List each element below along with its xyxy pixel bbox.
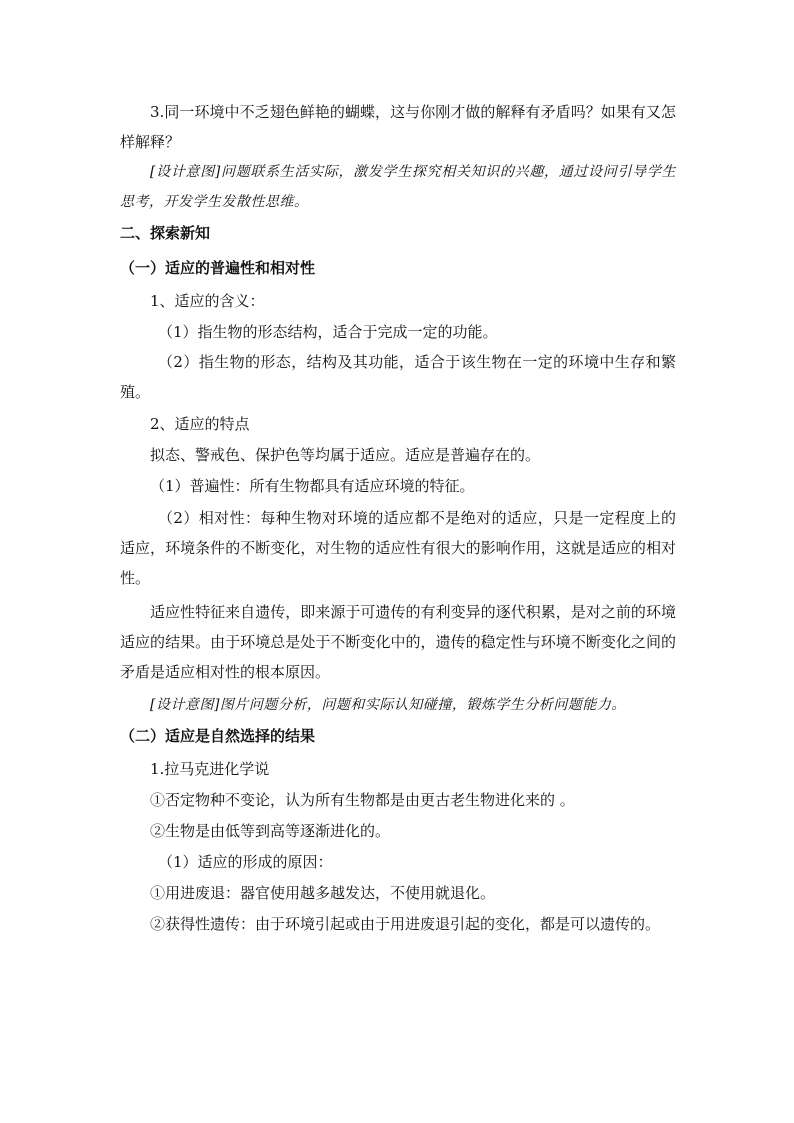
features-text: 拟态、警戒色、保护色等均属于适应。适应是普遍存在的。 bbox=[150, 446, 541, 464]
section-title-explore: 二、探索新知 bbox=[120, 224, 211, 242]
subsection-title-selection: （二）适应是自然选择的结果 bbox=[120, 727, 316, 745]
lamarck-title: 1.拉马克进化学说 bbox=[150, 760, 270, 778]
subsection-title-universality: （一）适应的普遍性和相对性 bbox=[120, 259, 316, 277]
lamarck-point-1: ①否定物种不变论，认为所有生物都是由更古老生物进化来的 。 bbox=[150, 791, 575, 809]
cause-use-disuse: ①用进废退：器官使用越多越发达，不使用就退化。 bbox=[150, 884, 496, 902]
paragraph-origin: 适应性特征来自遗传，即来源于可遗传的有利变异的逐代积累，是对之前的环境适应的结果。由于环境总是处于不断变化中的，遗传的稳定性与环境不断变化之间的矛盾是适应相对性的根本原因。 bbox=[120, 603, 676, 681]
item-meaning-1: （1）指生物的形态结构，适合于完成一定的功能。 bbox=[158, 323, 498, 341]
design-intent-1: [设计意图]问题联系生活实际，激发学生探究相关知识的兴趣，通过设问引导学生思考，开发学生发散性思维。 bbox=[120, 164, 676, 210]
item-adaptation-features: 2、适应的特点 bbox=[150, 415, 250, 433]
cause-acquired-inheritance: ②获得性遗传：由于环境引起或由于用进废退引起的变化，都是可以遗传的。 bbox=[150, 915, 661, 933]
feature-universality: （1）普遍性：所有生物都具有适应环境的特征。 bbox=[150, 477, 475, 495]
design-intent-2: [设计意图]图片问题分析，问题和实际认知碰撞，锻炼学生分析问题能力。 bbox=[150, 697, 626, 713]
item-meaning-2: （2）指生物的形态，结构及其功能，适合于该生物在一定的环境中生存和繁殖。 bbox=[120, 353, 676, 401]
feature-relativity: （2）相对性：每种生物对环境的适应都不是绝对的适应，只是一定程度上的适应，环境条件的不断变化，对生物的适应性有很大的影响作用，这就是适应的相对性。 bbox=[120, 509, 676, 587]
lamarck-point-2: ②生物是由低等到高等逐渐进化的。 bbox=[150, 822, 391, 840]
item-adaptation-meaning: 1、适应的含义： bbox=[150, 292, 265, 310]
question-3: 3.同一环境中不乏翅色鲜艳的蝴蝶，这与你刚才做的解释有矛盾吗？如果有又怎样解释？ bbox=[120, 103, 676, 151]
cause-title: （1）适应的形成的原因： bbox=[158, 853, 333, 871]
